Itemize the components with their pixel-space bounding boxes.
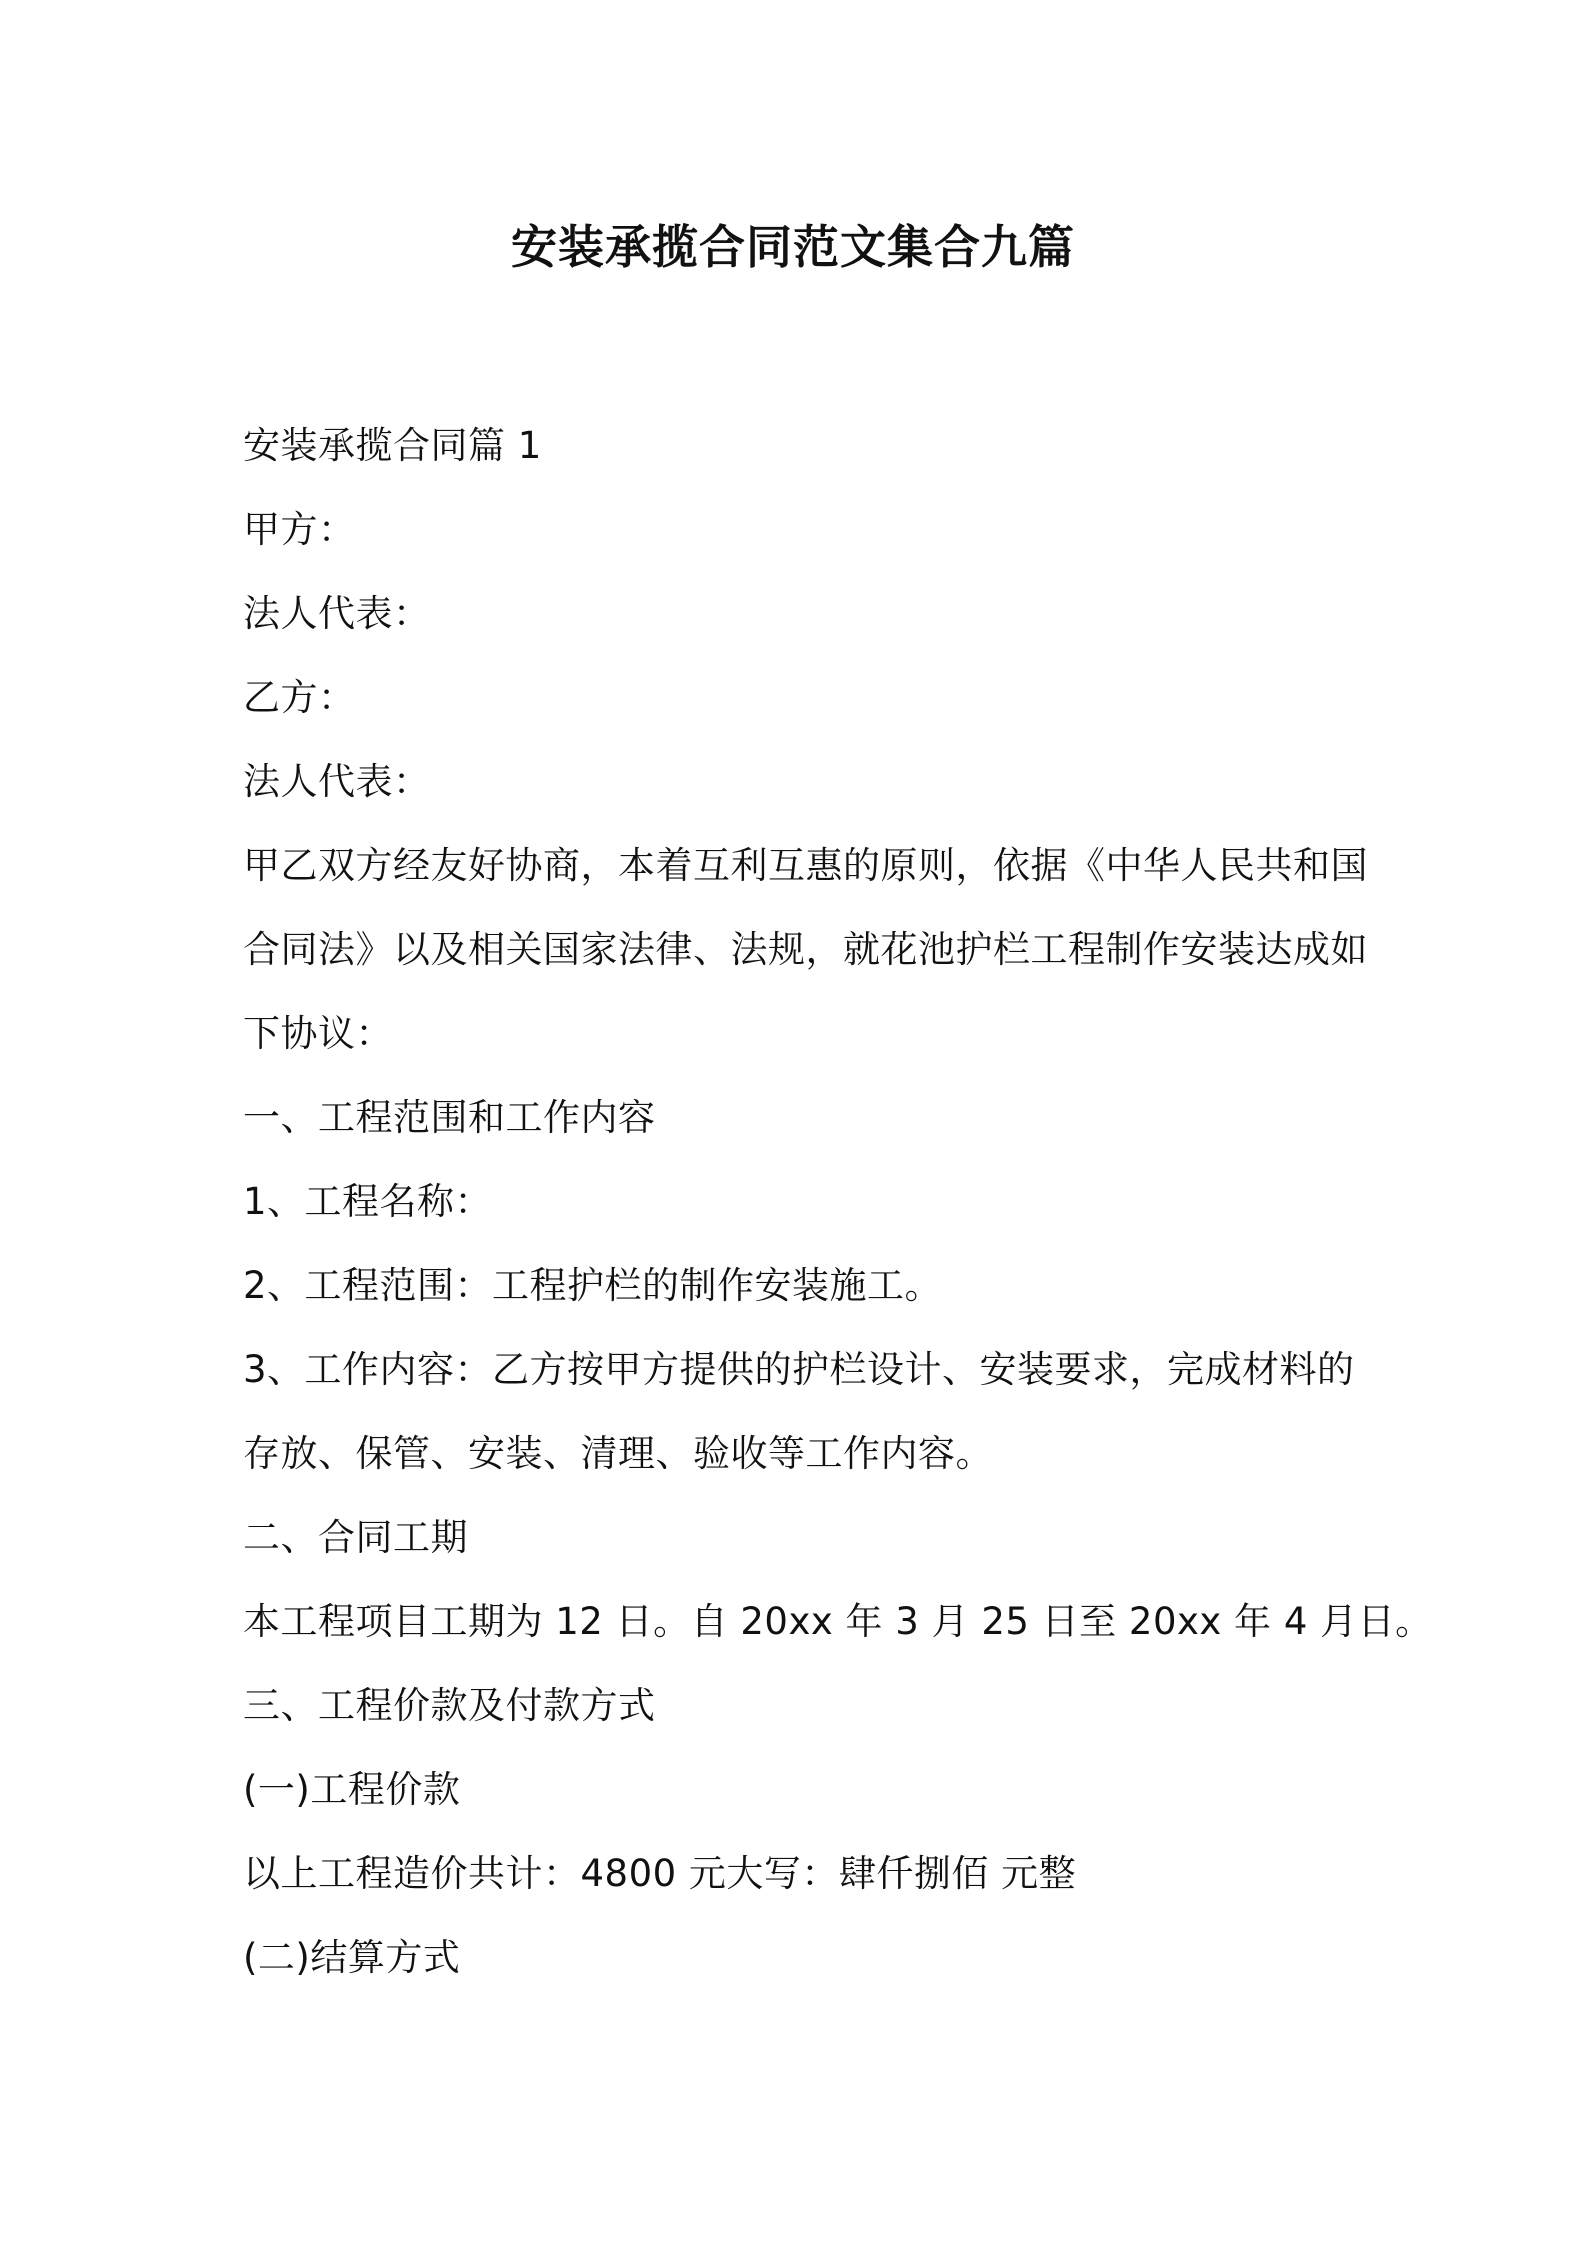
document-title: 安装承揽合同范文集合九篇 (511, 220, 1075, 274)
party-a-representative-label: 法人代表： (243, 592, 431, 635)
paragraph-line: 下协议： (243, 1012, 393, 1055)
document-body (243, 404, 1433, 2000)
clause-heading: 一、工程范围和工作内容 (243, 1096, 656, 1139)
subclause-heading: (二)结算方式 (243, 1936, 461, 1979)
section-heading: 安装承揽合同篇 1 (243, 424, 542, 467)
party-b-label: 乙方： (243, 676, 356, 719)
paragraph-line: 甲乙双方经友好协商，本着互利互惠的原则，依据《中华人民共和国 (243, 844, 1368, 887)
subclause-heading: (一)工程价款 (243, 1768, 461, 1811)
clause-heading: 二、合同工期 (243, 1516, 468, 1559)
clause-item: 本工程项目工期为 12 日。自 20xx 年 3 月 25 日至 20xx 年 4 月日。 (243, 1600, 1433, 1643)
clause-item: 以上工程造价共计：4800 元大写：肆仟捌佰 元整 (243, 1852, 1077, 1895)
clause-item: 存放、保管、安装、清理、验收等工作内容。 (243, 1432, 993, 1475)
party-b-representative-label: 法人代表： (243, 760, 431, 803)
clause-item: 3、工作内容：乙方按甲方提供的护栏设计、安装要求，完成材料的 (243, 1348, 1355, 1391)
party-a-label: 甲方： (243, 508, 356, 551)
clause-item: 1、工程名称： (243, 1180, 493, 1223)
paragraph-line: 合同法》以及相关国家法律、法规，就花池护栏工程制作安装达成如 (243, 928, 1368, 971)
clause-item: 2、工程范围：工程护栏的制作安装施工。 (243, 1264, 943, 1307)
clause-heading: 三、工程价款及付款方式 (243, 1684, 656, 1727)
